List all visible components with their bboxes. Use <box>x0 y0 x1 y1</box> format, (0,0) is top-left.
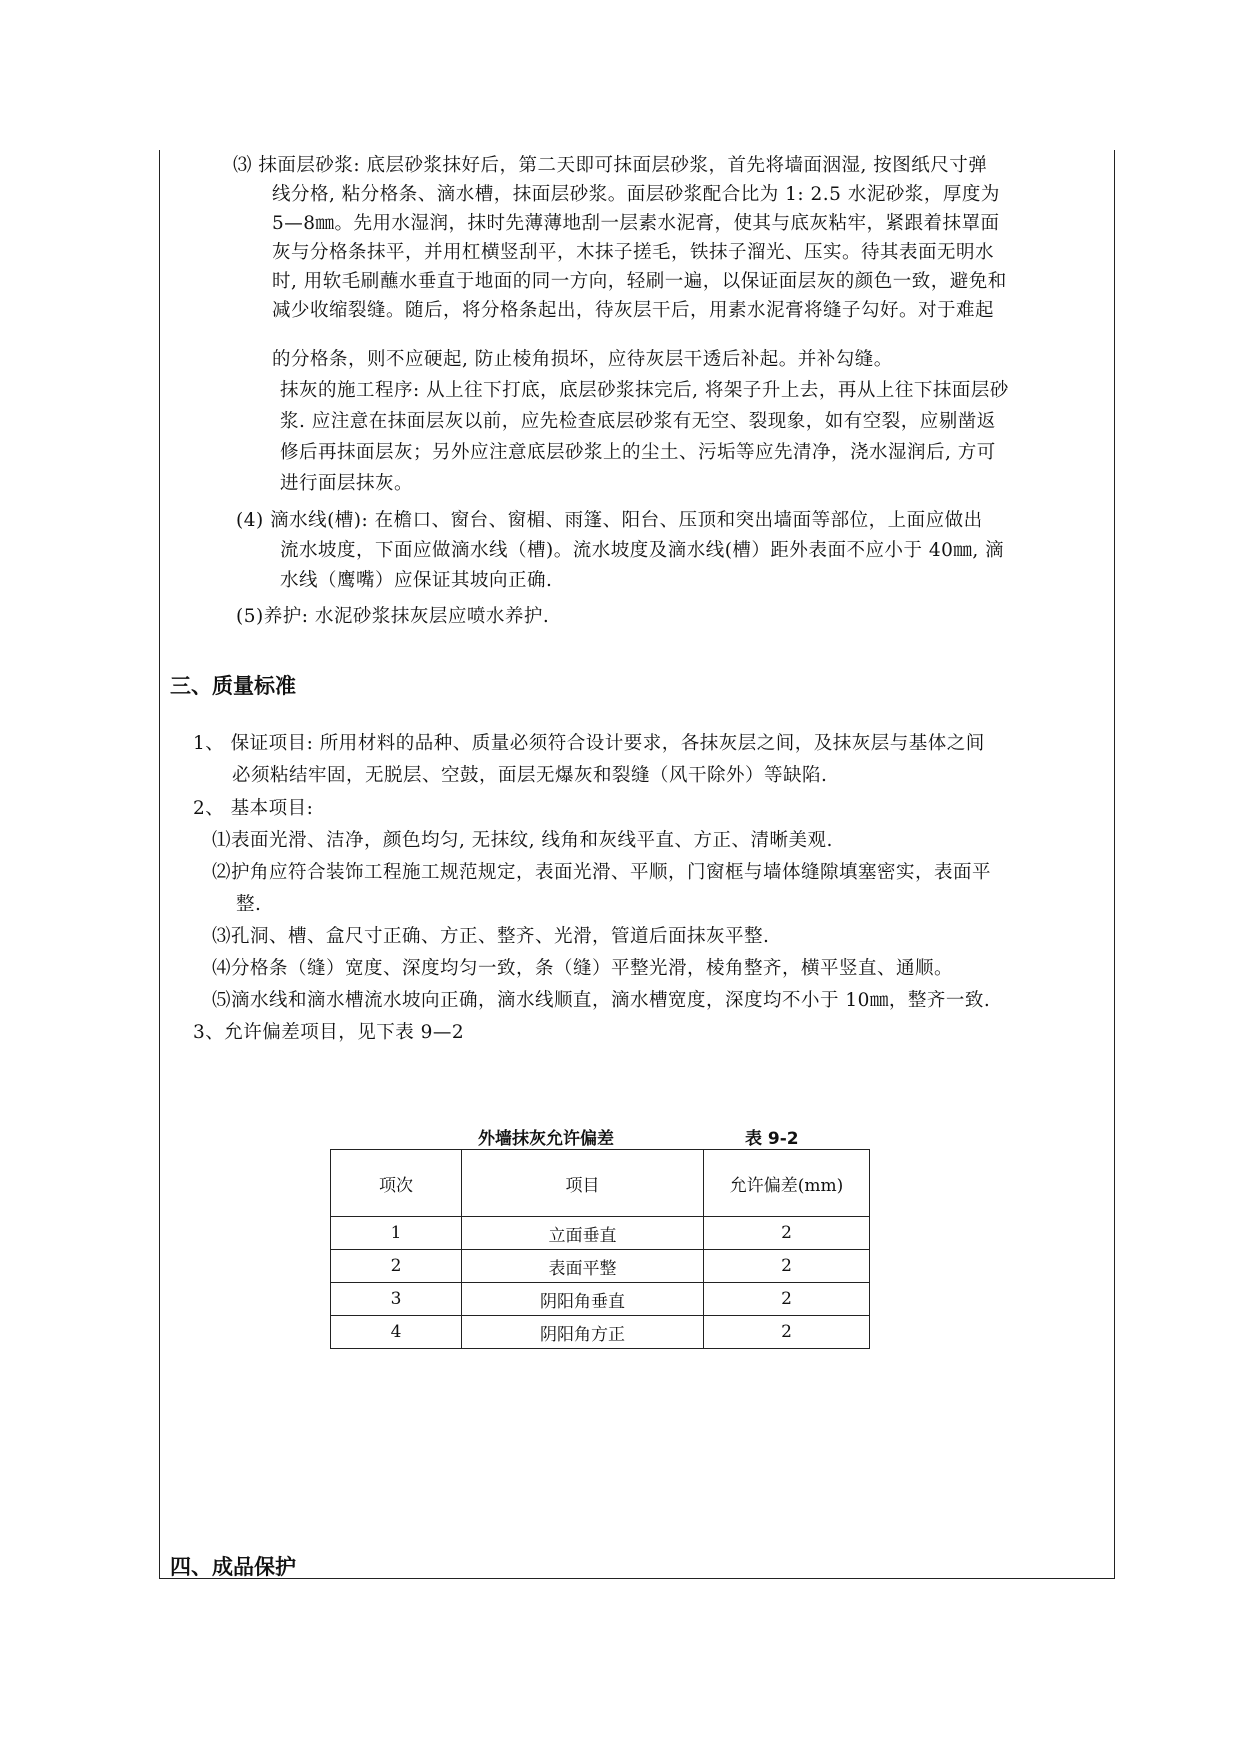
cell-index: 3 <box>331 1283 462 1316</box>
step3-line-2: 线分格, 粘分格条、滴水槽，抹面层砂浆。面层砂浆配合比为 1: 2.5 水泥砂浆，厚度为 <box>272 184 1000 205</box>
cell-index: 1 <box>331 1217 462 1250</box>
quality-item1-line-2: 必须粘结牢固，无脱层、空鼓，面层无爆灰和裂缝（风干除外）等缺陷. <box>232 765 828 786</box>
table-header-row <box>331 1150 870 1217</box>
quality-item1-line-1: 1、 保证项目: 所用材料的品种、质量必须符合设计要求，各抹灰层之间，及抹灰层与基体之间 <box>193 733 985 754</box>
section4-heading: 四、成品保护 <box>170 1555 296 1579</box>
basic-item-2: ⑵护角应符合装饰工程施工规范规定，表面光滑、平顺，门窗框与墙体缝隙填塞密实，表面平 <box>212 862 992 883</box>
sequence-line-3: 修后再抹面层灰；另外应注意底层砂浆上的尘土、污垢等应先清净，浇水湿润后, 方可 <box>280 442 996 463</box>
cell-deviation: 2 <box>704 1250 870 1283</box>
step3-line-6: 减少收缩裂缝。随后，将分格条起出，待灰层干后，用素水泥膏将缝子勾好。对于难起 <box>272 300 995 321</box>
cell-index: 2 <box>331 1250 462 1283</box>
table-row <box>331 1217 870 1250</box>
quality-item2: 2、 基本项目: <box>193 798 314 819</box>
header-item: 项目 <box>462 1150 704 1217</box>
quality-item3: 3、允许偏差项目，见下表 9—2 <box>193 1022 465 1043</box>
cell-deviation: 2 <box>704 1217 870 1250</box>
cell-item: 立面垂直 <box>462 1217 704 1250</box>
cell-index: 4 <box>331 1316 462 1349</box>
step4-line-1: (4) 滴水线(槽): 在檐口、窗台、窗楣、雨篷、阳台、压顶和突出墙面等部位，上面应做出 <box>236 510 983 531</box>
deviation-table <box>330 1149 870 1349</box>
cell-item: 阴阳角方正 <box>462 1316 704 1349</box>
basic-item-1: ⑴表面光滑、洁净，颜色均匀, 无抹纹, 线角和灰线平直、方正、清晰美观. <box>212 830 833 851</box>
basic-item-4: ⑷分格条（缝）宽度、深度均匀一致，条（缝）平整光滑，棱角整齐，横平竖直、通顺。 <box>212 958 954 979</box>
table-row <box>331 1316 870 1349</box>
step3-line-1: ⑶ 抹面层砂浆: 底层砂浆抹好后，第二天即可抹面层砂浆，首先将墙面洇湿, 按图纸尺寸弹 <box>233 155 988 176</box>
sequence-line-1: 抹灰的施工程序: 从上往下打底，底层砂浆抹完后, 将架子升上去，再从上往下抹面层砂 <box>280 380 1009 401</box>
table-title: 外墙抹灰允许偏差 <box>478 1129 614 1149</box>
basic-item-2-cont: 整. <box>236 894 262 915</box>
header-deviation: 允许偏差(mm) <box>704 1150 870 1217</box>
sequence-line-2: 浆. 应注意在抹面层灰以前，应先检查底层砂浆有无空、裂现象，如有空裂，应剔凿返 <box>280 411 996 432</box>
basic-item-5: ⑸滴水线和滴水槽流水坡向正确，滴水线顺直，滴水槽宽度，深度均不小于 10㎜，整齐一致. <box>212 990 991 1011</box>
header-index: 项次 <box>331 1150 462 1217</box>
basic-item-3: ⑶孔洞、槽、盒尺寸正确、方正、整齐、光滑，管道后面抹灰平整. <box>212 926 770 947</box>
step4-line-2: 流水坡度，下面应做滴水线（槽)。流水坡度及滴水线(槽）距外表面不应小于 40㎜, 滴 <box>280 540 1005 561</box>
quality-heading: 三、质量标准 <box>170 674 296 698</box>
table-number: 表 9-2 <box>745 1129 799 1149</box>
sequence-line-4: 进行面层抹灰。 <box>280 473 414 494</box>
cell-deviation: 2 <box>704 1283 870 1316</box>
step4-line-3: 水线（鹰嘴）应保证其坡向正确. <box>280 570 553 591</box>
cell-item: 表面平整 <box>462 1250 704 1283</box>
cell-item: 阴阳角垂直 <box>462 1283 704 1316</box>
cell-deviation: 2 <box>704 1316 870 1349</box>
step3-line-3: 5—8㎜。先用水湿润，抹时先薄薄地刮一层素水泥膏，使其与底灰粘牢，紧跟着抹罩面 <box>272 213 1000 234</box>
step3-line-4: 灰与分格条抹平，并用杠横竖刮平，木抹子搓毛，铁抹子溜光、压实。待其表面无明水 <box>272 242 995 263</box>
step5-line: (5)养护: 水泥砂浆抹灰层应喷水养护. <box>236 606 550 627</box>
table-row <box>331 1283 870 1316</box>
step3-line-5: 时, 用软毛刷蘸水垂直于地面的同一方向，轻刷一遍，以保证面层灰的颜色一致，避免和 <box>272 271 1007 292</box>
table-row <box>331 1250 870 1283</box>
step3-line-7: 的分格条，则不应硬起, 防止棱角损坏，应待灰层干透后补起。并补勾缝。 <box>272 349 893 370</box>
